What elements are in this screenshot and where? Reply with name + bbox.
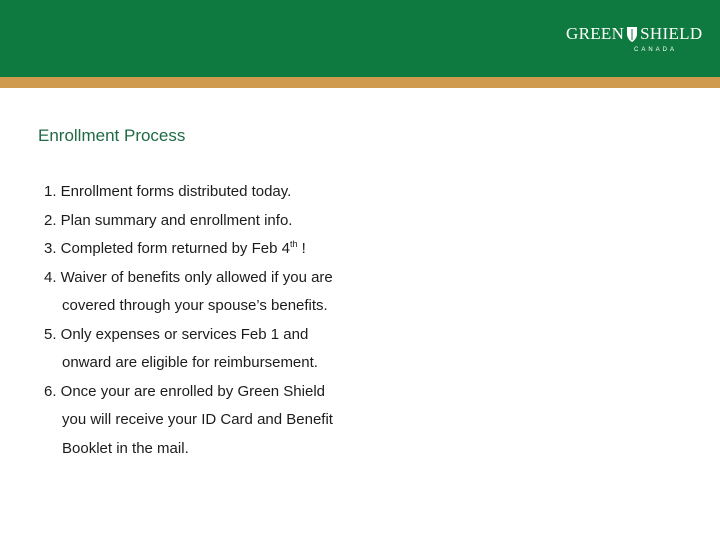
logo-subtext: CANADA xyxy=(634,47,678,53)
list-item-superscript: th xyxy=(289,239,298,249)
list-item-text: 3. Completed form returned by Feb 4 xyxy=(44,240,290,257)
list-item xyxy=(44,235,684,264)
accent-stripe xyxy=(0,77,720,88)
list-item: 2. Plan summary and enrollment info. xyxy=(44,211,293,229)
shield-icon xyxy=(626,26,638,43)
list-item-text-end: ! xyxy=(297,240,306,257)
logo-text-right: SHIELD xyxy=(640,24,703,43)
logo-text-left: GREEN xyxy=(566,24,625,43)
list-item-continuation: Booklet in the mail. xyxy=(62,439,189,457)
list-item-continuation: onward are eligible for reimbursement. xyxy=(62,354,318,371)
list-item-continuation: covered through your spouse’s benefits. xyxy=(62,297,328,314)
list-item: 1. Enrollment forms distributed today. xyxy=(44,183,292,200)
enrollment-steps-list xyxy=(44,178,684,463)
page-title: Enrollment Process xyxy=(38,126,186,145)
list-item-continuation: you will receive your ID Card and Benefit xyxy=(62,411,333,428)
list-item: 4. Waiver of benefits only allowed if you are xyxy=(44,268,333,286)
list-item: 6. Once your are enrolled by Green Shield xyxy=(44,382,325,400)
list-item: 5. Only expenses or services Feb 1 and xyxy=(44,325,309,343)
green-shield-logo xyxy=(566,24,706,60)
